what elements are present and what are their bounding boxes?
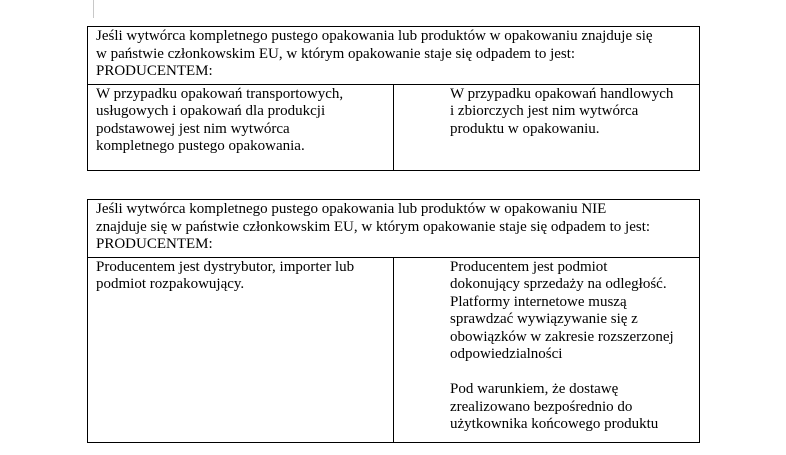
producer-table-non-eu: [87, 199, 700, 443]
commercial-packaging-cell: [394, 84, 700, 170]
cell-line: obowiązków w zakresie rozszerzonej: [450, 328, 674, 345]
cell-line: usługowych i opakowań dla produkcji: [96, 103, 326, 119]
cell-line: W przypadku opakowań handlowych: [450, 85, 674, 102]
distributor-cell: [88, 257, 394, 442]
cell-line: produktu w opakowaniu.: [450, 120, 600, 137]
header-line: w państwie członkowskim EU, w którym opakowanie staje się odpadem to jest:: [96, 45, 576, 62]
cell-line: podmiot rozpakowujący.: [96, 276, 245, 292]
header-line: znajduje się w państwie członkowskim EU, w którym opakowanie staje się odpadem to jest:: [96, 218, 651, 235]
cell-line: sprawdzać wywiązywanie się z: [450, 311, 638, 327]
cell-line: odpowiedzialności: [450, 346, 563, 362]
header-line: Jeśli wytwórca kompletnego pustego opakowania lub produktów w opakowaniu NIE: [96, 201, 607, 217]
cell-line: użytkownika końcowego produktu: [450, 416, 659, 432]
cell-line: Platformy internetowe muszą: [450, 293, 627, 310]
cell-line: W przypadku opakowań transportowych,: [96, 85, 344, 102]
transport-packaging-cell: [88, 84, 394, 170]
cell-line: Pod warunkiem, że dostawę: [450, 381, 619, 397]
header-line: Jeśli wytwórca kompletnego pustego opakowania lub produktów w opakowaniu znajduje się: [96, 28, 653, 44]
table-row: [88, 257, 700, 442]
cell-line: Producentem jest podmiot: [450, 258, 608, 275]
cell-line: dokonujący sprzedaży na odległość.: [450, 276, 667, 292]
table-header-cell: [88, 200, 700, 258]
producer-table-eu: [87, 26, 700, 171]
cell-line: zrealizowano bezpośrednio do: [450, 398, 633, 415]
table-row: [88, 27, 700, 85]
cell-line: Producentem jest dystrybutor, importer lub: [96, 258, 355, 275]
distance-seller-cell: [394, 257, 700, 442]
page-margin-marker: [93, 0, 94, 18]
table-row: [88, 200, 700, 258]
header-line: PRODUCENTEM:: [96, 63, 213, 79]
table-header-cell: [88, 27, 700, 85]
table-row: [88, 84, 700, 170]
cell-line: podstawowej jest nim wytwórca: [96, 120, 290, 137]
blank-line: [450, 364, 695, 382]
cell-line: kompletnego pustego opakowania.: [96, 138, 305, 154]
cell-line: i zbiorczych jest nim wytwórca: [450, 103, 639, 119]
header-line: PRODUCENTEM:: [96, 236, 213, 252]
